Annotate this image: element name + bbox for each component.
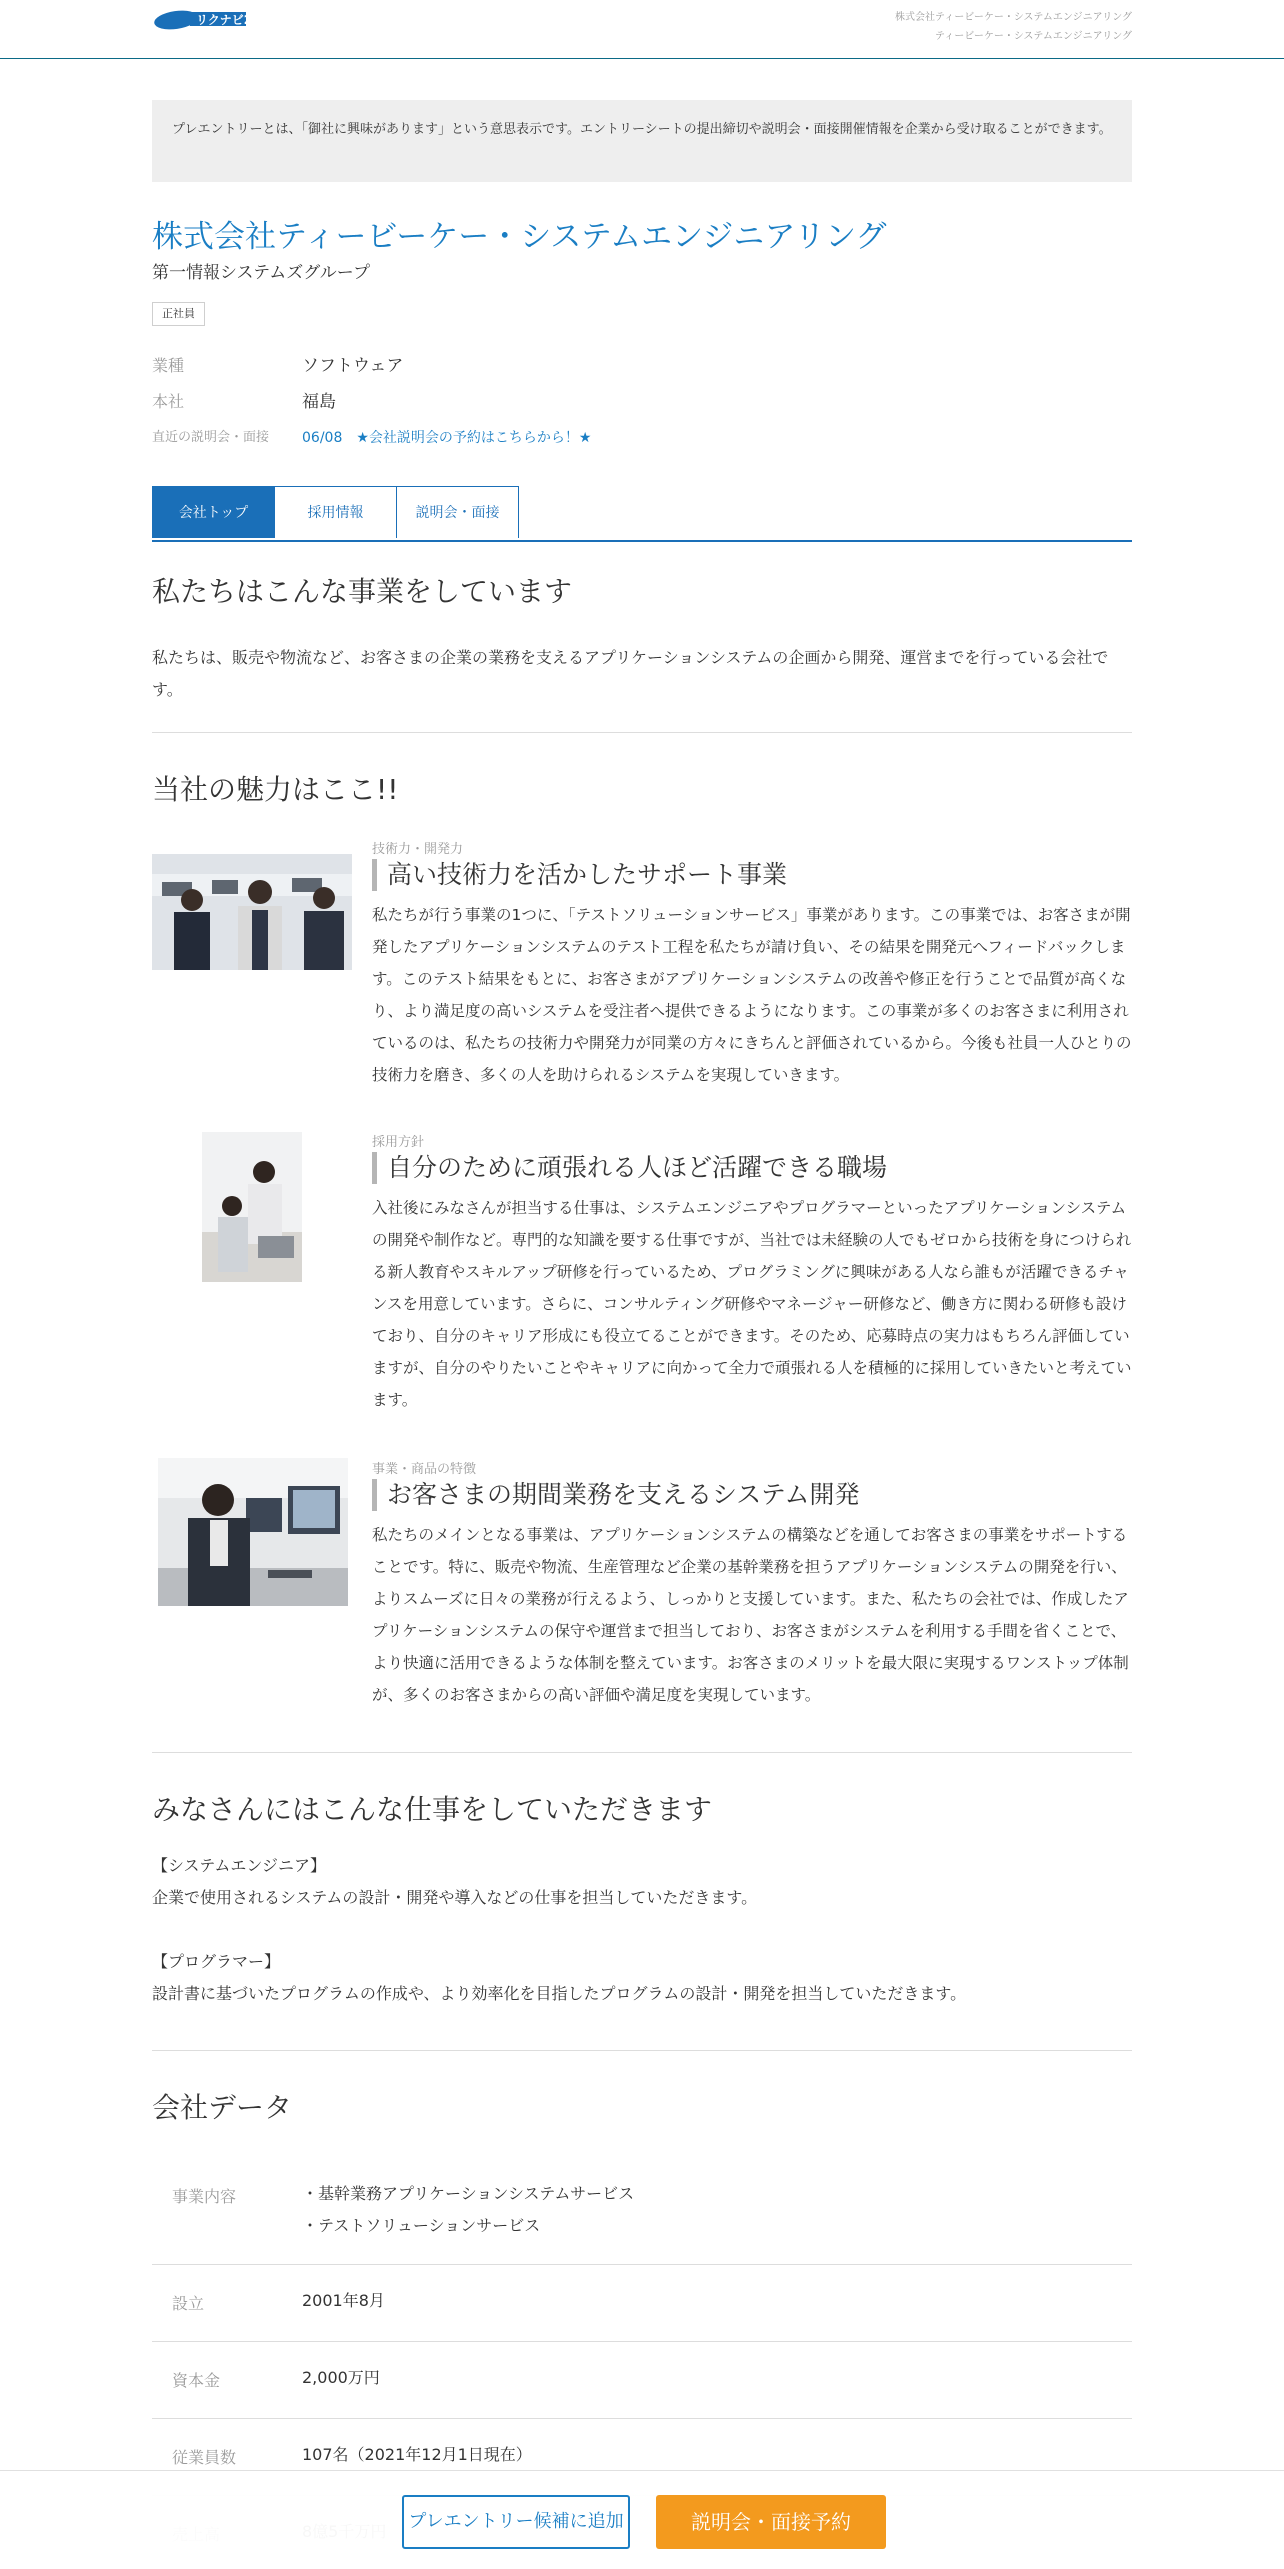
job-title: 【システムエンジニア】	[152, 1856, 327, 1875]
business-section-title: 私たちはこんな事業をしています	[152, 575, 573, 608]
feature-category: 技術力・開発力	[372, 842, 464, 857]
section-divider	[152, 2050, 1132, 2051]
section-divider	[152, 1752, 1132, 1753]
appeal-section-title: 当社の魅力はここ!!	[152, 773, 399, 806]
job-title: 【プログラマー】	[152, 1952, 281, 1971]
employees-at-laptop-photo	[202, 1132, 302, 1282]
tab-company-top[interactable]: 会社トップ	[152, 486, 275, 538]
employment-type-badge: 正社員	[152, 302, 205, 326]
company-name: 株式会社ティービーケー・システムエンジニアリング	[152, 219, 887, 255]
jobs-section-title: みなさんにはこんな仕事をしていただきます	[152, 1793, 713, 1826]
latest-session-label: 直近の説明会・面接	[152, 430, 270, 445]
section-divider	[152, 732, 1132, 733]
latest-session-link[interactable]	[302, 425, 591, 451]
logo-text: リクナビ2024	[196, 13, 278, 27]
feature-category: 事業・商品の特徴	[372, 1462, 477, 1477]
data-value: ・テストソリューションサービス	[302, 2216, 541, 2235]
data-row-business	[152, 2168, 1132, 2265]
company-data-title: 会社データ	[152, 2091, 293, 2124]
office-team-photo	[152, 854, 352, 970]
feature-category: 採用方針	[372, 1135, 425, 1150]
bottom-action-bar	[0, 2470, 1284, 2569]
data-value: 107名（2021年12月1日現在）	[302, 2445, 532, 2464]
business-description: 私たちは、販売や物流など、お客さまの企業の業務を支えるアプリケーションシステムの企画から開発、運営までを行っている会社です。	[152, 648, 1109, 699]
tab-recruitment-info[interactable]: 採用情報	[274, 486, 397, 538]
data-label: 事業内容	[172, 2187, 237, 2206]
reserve-session-button[interactable]: 説明会・面接予約	[656, 2495, 886, 2549]
pre-entry-notice: プレエントリーとは、「御社に興味があります」という意思表示です。エントリーシートの提出締切や説明会・面接開催情報を企業から受け取ることができます。	[152, 100, 1132, 182]
session-date[interactable]: 06/08	[302, 430, 343, 446]
data-value: ・基幹業務アプリケーションシステムサービス	[302, 2184, 635, 2203]
data-label: 設立	[172, 2294, 205, 2313]
headquarters-label: 本社	[152, 392, 185, 411]
header-company-short-name: ティービーケー・システムエンジニアリング	[935, 31, 1132, 42]
job-description: 企業で使用されるシステムの設計・開発や導入などの仕事を担当していただきます。	[152, 1888, 758, 1907]
data-row-capital	[152, 2342, 1132, 2419]
engineer-at-desk-photo	[158, 1458, 348, 1606]
header-company-name: 株式会社ティービーケー・システムエンジニアリング	[895, 12, 1132, 23]
feature-body: 入社後にみなさんが担当する仕事は、システムエンジニアやプログラマーといったアプリケーションシステムの開発や制作など。専門的な知識を要する仕事ですが、当社では未経験の人でもゼロから技術を身につけられる新人教育やスキルアップ研修を行っているため、プログラミングに興味がある人なら誰もが活躍できるチャンスを用意しています。さらに、コンサルティング研修やマネージャー研修など、働き方に関わる研修も設けており、自分のキャリア形成にも役立てることができます。そのため、応募時点の実力はもちろん評価していますが、自分のやりたいことやキャリアに向かって全力で頑張れる人を積極的に採用していきたいと考えています。	[372, 1199, 1132, 1409]
job-description: 設計書に基づいたプログラムの作成や、より効率化を目指したプログラムの設計・開発を担当していただきます。	[152, 1984, 967, 2003]
site-header	[0, 0, 1284, 59]
industry-label: 業種	[152, 356, 185, 375]
feature-body: 私たちのメインとなる事業は、アプリケーションシステムの構築などを通してお客さまの事業をサポートすることです。特に、販売や物流、生産管理など企業の基幹業務を担うアプリケーションシステムの開発を行い、よりスムーズに日々の業務が行えるよう、しっかりと支援しています。また、私たちの会社では、作成したアプリケーションシステムの保守や運営まで担当しており、お客さまがシステムを利用する手間を省くことで、より快適に活用できるような体制を整えています。お客さまのメリットを最大限に実現するワンストップ体制が、多くのお客さまからの高い評価や満足度を実現しています。	[372, 1526, 1129, 1704]
data-row-established	[152, 2265, 1132, 2342]
headquarters-value: 福島	[302, 392, 336, 412]
rikunabi-logo[interactable]	[152, 4, 302, 32]
data-label: 従業員数	[172, 2448, 237, 2467]
data-value: 2001年8月	[302, 2291, 385, 2310]
add-pre-entry-button[interactable]: プレエントリー候補に追加	[402, 2495, 630, 2549]
feature-heading: 高い技術力を活かしたサポート事業	[372, 859, 787, 891]
data-label: 資本金	[172, 2371, 221, 2390]
tab-sessions-interviews[interactable]: 説明会・面接	[396, 486, 519, 538]
company-tabs	[152, 486, 1132, 542]
industry-value: ソフトウェア	[302, 356, 404, 376]
data-value: 2,000万円	[302, 2368, 380, 2387]
company-group: 第一情報システムズグループ	[152, 263, 370, 283]
feature-heading: 自分のために頑張れる人ほど活躍できる職場	[372, 1152, 887, 1184]
feature-body: 私たちが行う事業の1つに、「テストソリューションサービス」事業があります。この事業では、お客さまが開発したアプリケーションシステムのテスト工程を私たちが請け負い、その結果を開発元へフィードバックします。このテスト結果をもとに、お客さまがアプリケーションシステムの改善や修正を行うことで品質が高くなり、より満足度の高いシステムを受注者へ提供できるようになります。この事業が多くのお客さまに利用されているのは、私たちの技術力や開発力が同業の方々にきちんと評価されているから。今後も社員一人ひとりの技術力を磨き、多くの人を助けられるシステムを実現していきます。	[372, 906, 1132, 1084]
session-link-text[interactable]: ★会社説明会の予約はこちらから！★	[356, 430, 592, 446]
feature-heading: お客さまの期間業務を支えるシステム開発	[372, 1479, 860, 1511]
